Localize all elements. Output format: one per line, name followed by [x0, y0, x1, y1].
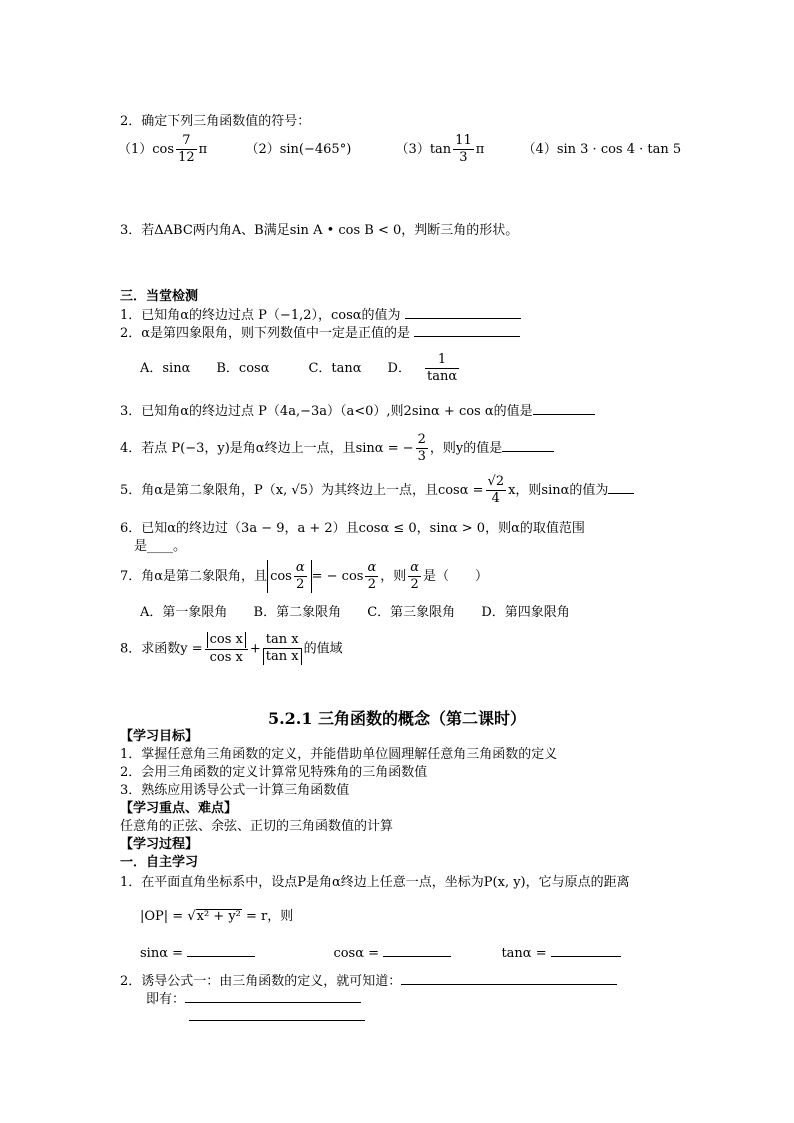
option-d[interactable]: D．第四象限角	[481, 605, 570, 620]
option-c[interactable]: C．第三象限角	[367, 605, 456, 620]
goal-item: 3．熟练应用诱导公式一计算三角函数值	[120, 783, 350, 798]
self-study-q2: 2．诱导公式一：由三角函数的定义，就可知道：	[120, 972, 617, 991]
q2-item-4: （4）sin 3 · cos 4 · tan 5	[522, 142, 682, 157]
formula-have: 即有：	[146, 990, 361, 1009]
answer-blank[interactable]	[608, 481, 634, 494]
goal-heading: 【学习目标】	[120, 729, 199, 744]
answer-blank[interactable]	[189, 1008, 365, 1021]
check-q7-options	[140, 604, 570, 622]
q2-item-2: （2）sin(−465°)	[245, 142, 352, 157]
check-heading: 三．当堂检测	[120, 289, 199, 304]
trig-blanks: sinα = cosα = tanα =	[140, 944, 621, 963]
q3: 3．若ΔABC两内角A、B满足sin A • cos B < 0，判断三角的形状。	[120, 223, 519, 238]
answer-blank[interactable]	[502, 439, 554, 452]
check-q2-options: A．sinα B．cosα C．tanα D． $\frac{1}{\tan\alpha}$	[140, 352, 458, 384]
sin-blank[interactable]	[187, 944, 255, 957]
check-q6-cont: 是____。	[134, 539, 187, 554]
process-heading: 【学习过程】	[120, 837, 199, 852]
answer-blank[interactable]	[401, 972, 617, 985]
check-q3: 3．已知角α的终边过点 P（4a,−3a）（a<0）,则2sinα + cos α的值是	[120, 402, 595, 421]
option-a[interactable]: A．第一象限角	[140, 605, 228, 620]
self-study-q1: 1．在平面直角坐标系中，设点P是角α终边上任意一点，坐标为P(x, y)，它与原点的距离	[120, 875, 630, 890]
check-q4: 4．若点 P(−3，y)是角α终边上一点，且sinα = − $\frac{2}{3}$ ，则y的值是	[120, 432, 554, 465]
option-b[interactable]: B．第二象限角	[253, 605, 342, 620]
key-heading: 【学习重点、难点】	[120, 801, 238, 816]
check-q5: 5．角α是第二象限角，P（x, √5）为其终边上一点，且cosα = $\frac{√2}{4}$ x，则sinα的值为	[120, 474, 634, 507]
q2-title: 2．确定下列三角函数值的符号：	[120, 114, 311, 129]
formula-line2	[189, 1008, 365, 1027]
check-q8: 8．求函数y = $\frac{\text{cos x}}{\text{cos x}}$ + $\frac{\text{tan x}}{\text{tan x}}$ 的值域	[120, 632, 343, 665]
self-study-heading: 一．自主学习	[120, 855, 199, 870]
q2-item-1: （1）cos $\frac{7}{12}$ π	[118, 133, 208, 165]
q2-item-3: （3）tan $\frac{11}{3}$ π	[395, 133, 485, 165]
check-q6: 6．已知α的终边过（3a − 9，a + 2）且cosα ≤ 0，sinα > 0，则α的取值范围	[120, 521, 585, 536]
goal-item: 2．会用三角函数的定义计算常见特殊角的三角函数值	[120, 765, 428, 780]
cos-blank[interactable]	[383, 944, 451, 957]
answer-blank[interactable]	[405, 306, 521, 319]
check-q1: 1．已知角α的终边过点 P（−1,2），cosα的值为	[120, 306, 521, 325]
op-formula: |OP| = √x² + y² = r，则	[140, 909, 294, 924]
goal-item: 1．掌握任意角三角函数的定义，并能借助单位圆理解任意角三角函数的定义	[120, 747, 558, 762]
key-text: 任意角的正弦、余弦、正切的三角函数值的计算	[120, 819, 394, 834]
q2-items	[118, 133, 681, 166]
answer-blank[interactable]	[533, 402, 595, 415]
answer-blank[interactable]	[414, 324, 520, 337]
tan-blank[interactable]	[551, 944, 621, 957]
check-q7: 7．角α是第二象限角，且 cos $\frac{\alpha}{2}$ = − cos $\frac{\alpha}{2}$ ，则 $\frac{\alpha}{2}$ 是（ ）	[120, 560, 489, 592]
check-q2: 2．α是第四象限角，则下列数值中一定是正值的是	[120, 324, 520, 343]
answer-blank[interactable]	[185, 990, 361, 1003]
lesson-title: 5.2.1 三角函数的概念（第二课时）	[267, 709, 527, 728]
